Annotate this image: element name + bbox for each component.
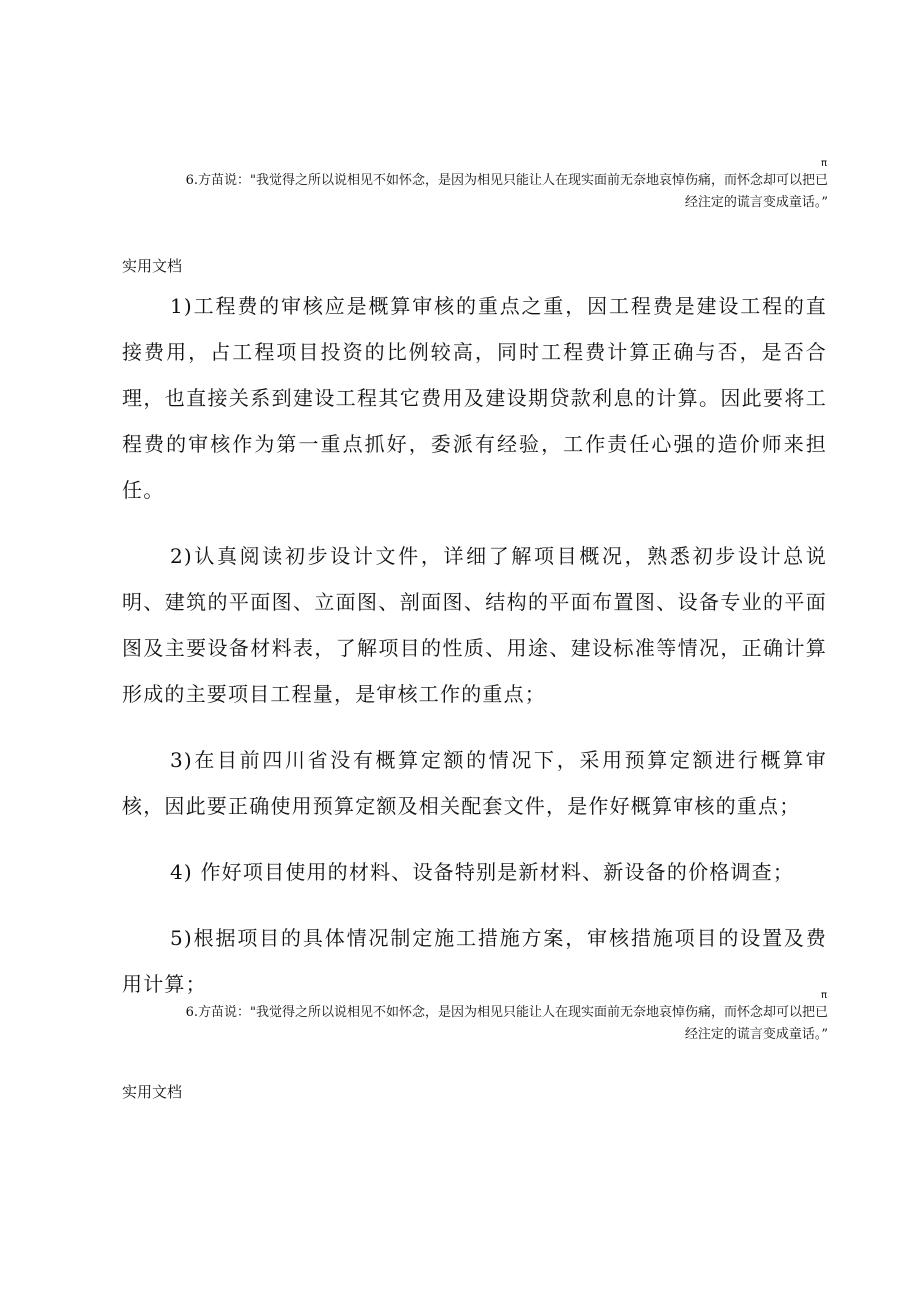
doc-label-bottom: 实用文档 [122,1083,183,1101]
paragraph-2: 2)认真阅读初步设计文件，详细了解项目概况，熟悉初步设计总说明、建筑的平面图、立面图、剖面图、结构的平面布置图、设备专业的平面图及主要设备材料表，了解项目的性质、用途、建设标准等情况，正确计算形成的主要项目工程量，是审核工作的重点； [122,544,827,706]
header-quote [118,158,828,214]
doc-label-top: 实用文档 [122,257,183,275]
header-quote-text [118,170,828,214]
footer-quote-mark: π [820,990,828,1001]
footer-quote-line-1: 6.方苗说："我觉得之所以说相见不如怀念，是因为相见只能让人在现实面前无奈地哀悼伤痛，而怀念却可以把已 [185,1005,828,1020]
header-quote-line-2: 经注定的谎言变成童话。” [684,195,828,210]
header-quote-mark: π [820,158,828,169]
paragraph-1: 1)工程费的审核应是概算审核的重点之重，因工程费是建设工程的直接费用，占工程项目投资的比例较高，同时工程费计算正确与否，是否合理，也直接关系到建设工程其它费用及建设期贷款利息的计算。因此要将工程费的审核作为第一重点抓好，委派有经验，工作责任心强的造价师来担任。 [122,294,827,502]
paragraph-4: 4) 作好项目使用的材料、设备特别是新材料、新设备的价格调查； [170,860,795,884]
paragraph-5: 5)根据项目的具体情况制定施工措施方案，审核措施项目的设置及费用计算； [122,926,827,996]
footer-quote [118,990,828,1046]
footer-quote-text [118,1002,828,1046]
paragraph-3: 3)在目前四川省没有概算定额的情况下，采用预算定额进行概算审核，因此要正确使用预算定额及相关配套文件，是作好概算审核的重点； [122,748,827,818]
footer-quote-line-2: 经注定的谎言变成童话。” [684,1027,828,1042]
header-quote-line-1: 6.方苗说："我觉得之所以说相见不如怀念，是因为相见只能让人在现实面前无奈地哀悼伤痛，而怀念却可以把已 [185,173,828,188]
body-text [122,283,827,1007]
